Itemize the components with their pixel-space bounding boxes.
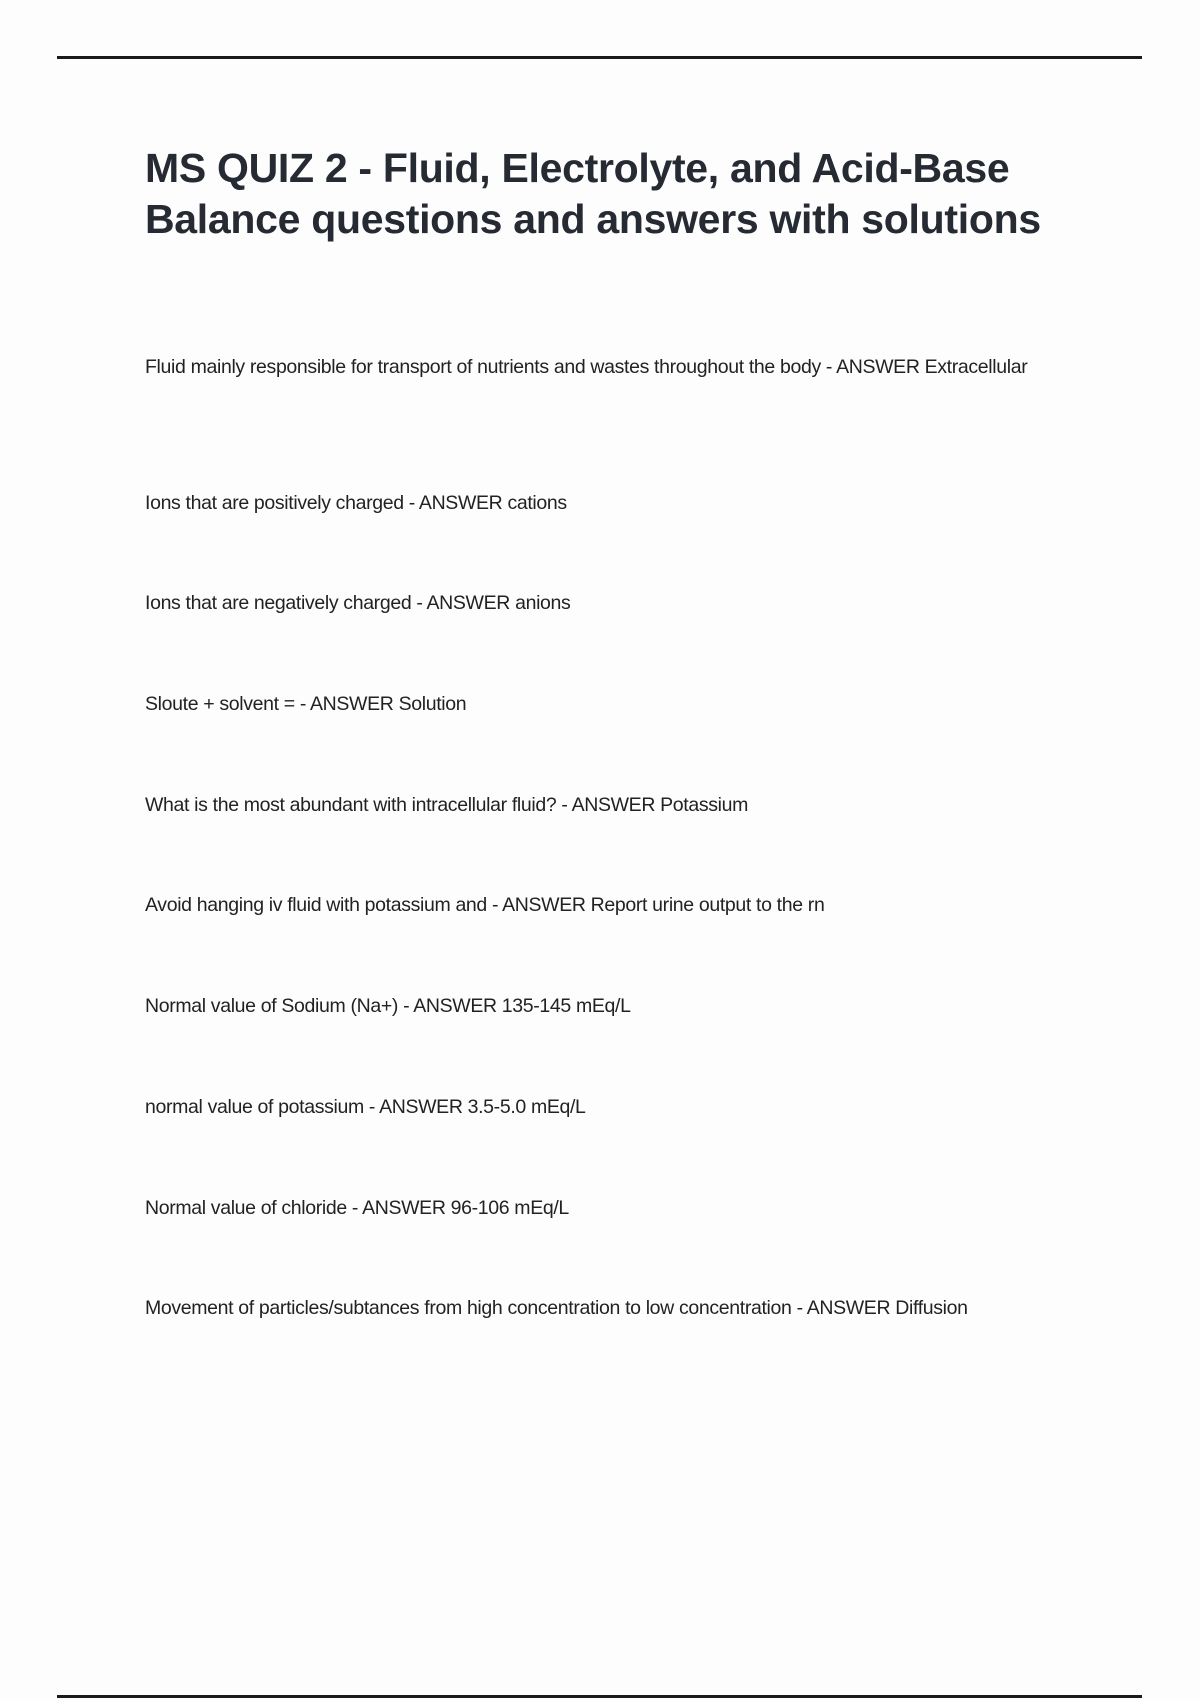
qa-item: Avoid hanging iv fluid with potassium and - ANSWER Report urine output to the rn — [145, 894, 825, 916]
qa-item: normal value of potassium - ANSWER 3.5-5.0 mEq/L — [145, 1096, 586, 1118]
qa-item: Sloute + solvent = - ANSWER Solution — [145, 693, 467, 715]
qa-item: Ions that are negatively charged - ANSWER anions — [145, 592, 571, 614]
qa-item: Fluid mainly responsible for transport of nutrients and wastes throughout the body - ANSWER Extracellular — [145, 356, 1028, 378]
document-title: MS QUIZ 2 - Fluid, Electrolyte, and Acid-Base Balance questions and answers with solutions — [145, 145, 1041, 242]
qa-item: Movement of particles/subtances from high concentration to low concentration - ANSWER Diffusion — [145, 1297, 968, 1319]
footer-rule — [57, 1695, 1142, 1698]
qa-item: Normal value of Sodium (Na+) - ANSWER 135-145 mEq/L — [145, 995, 631, 1017]
header-rule — [57, 56, 1142, 59]
qa-item: What is the most abundant with intracellular fluid? - ANSWER Potassium — [145, 794, 749, 816]
qa-item: Ions that are positively charged - ANSWER cations — [145, 492, 567, 514]
qa-item: Normal value of chloride - ANSWER 96-106 mEq/L — [145, 1197, 569, 1219]
